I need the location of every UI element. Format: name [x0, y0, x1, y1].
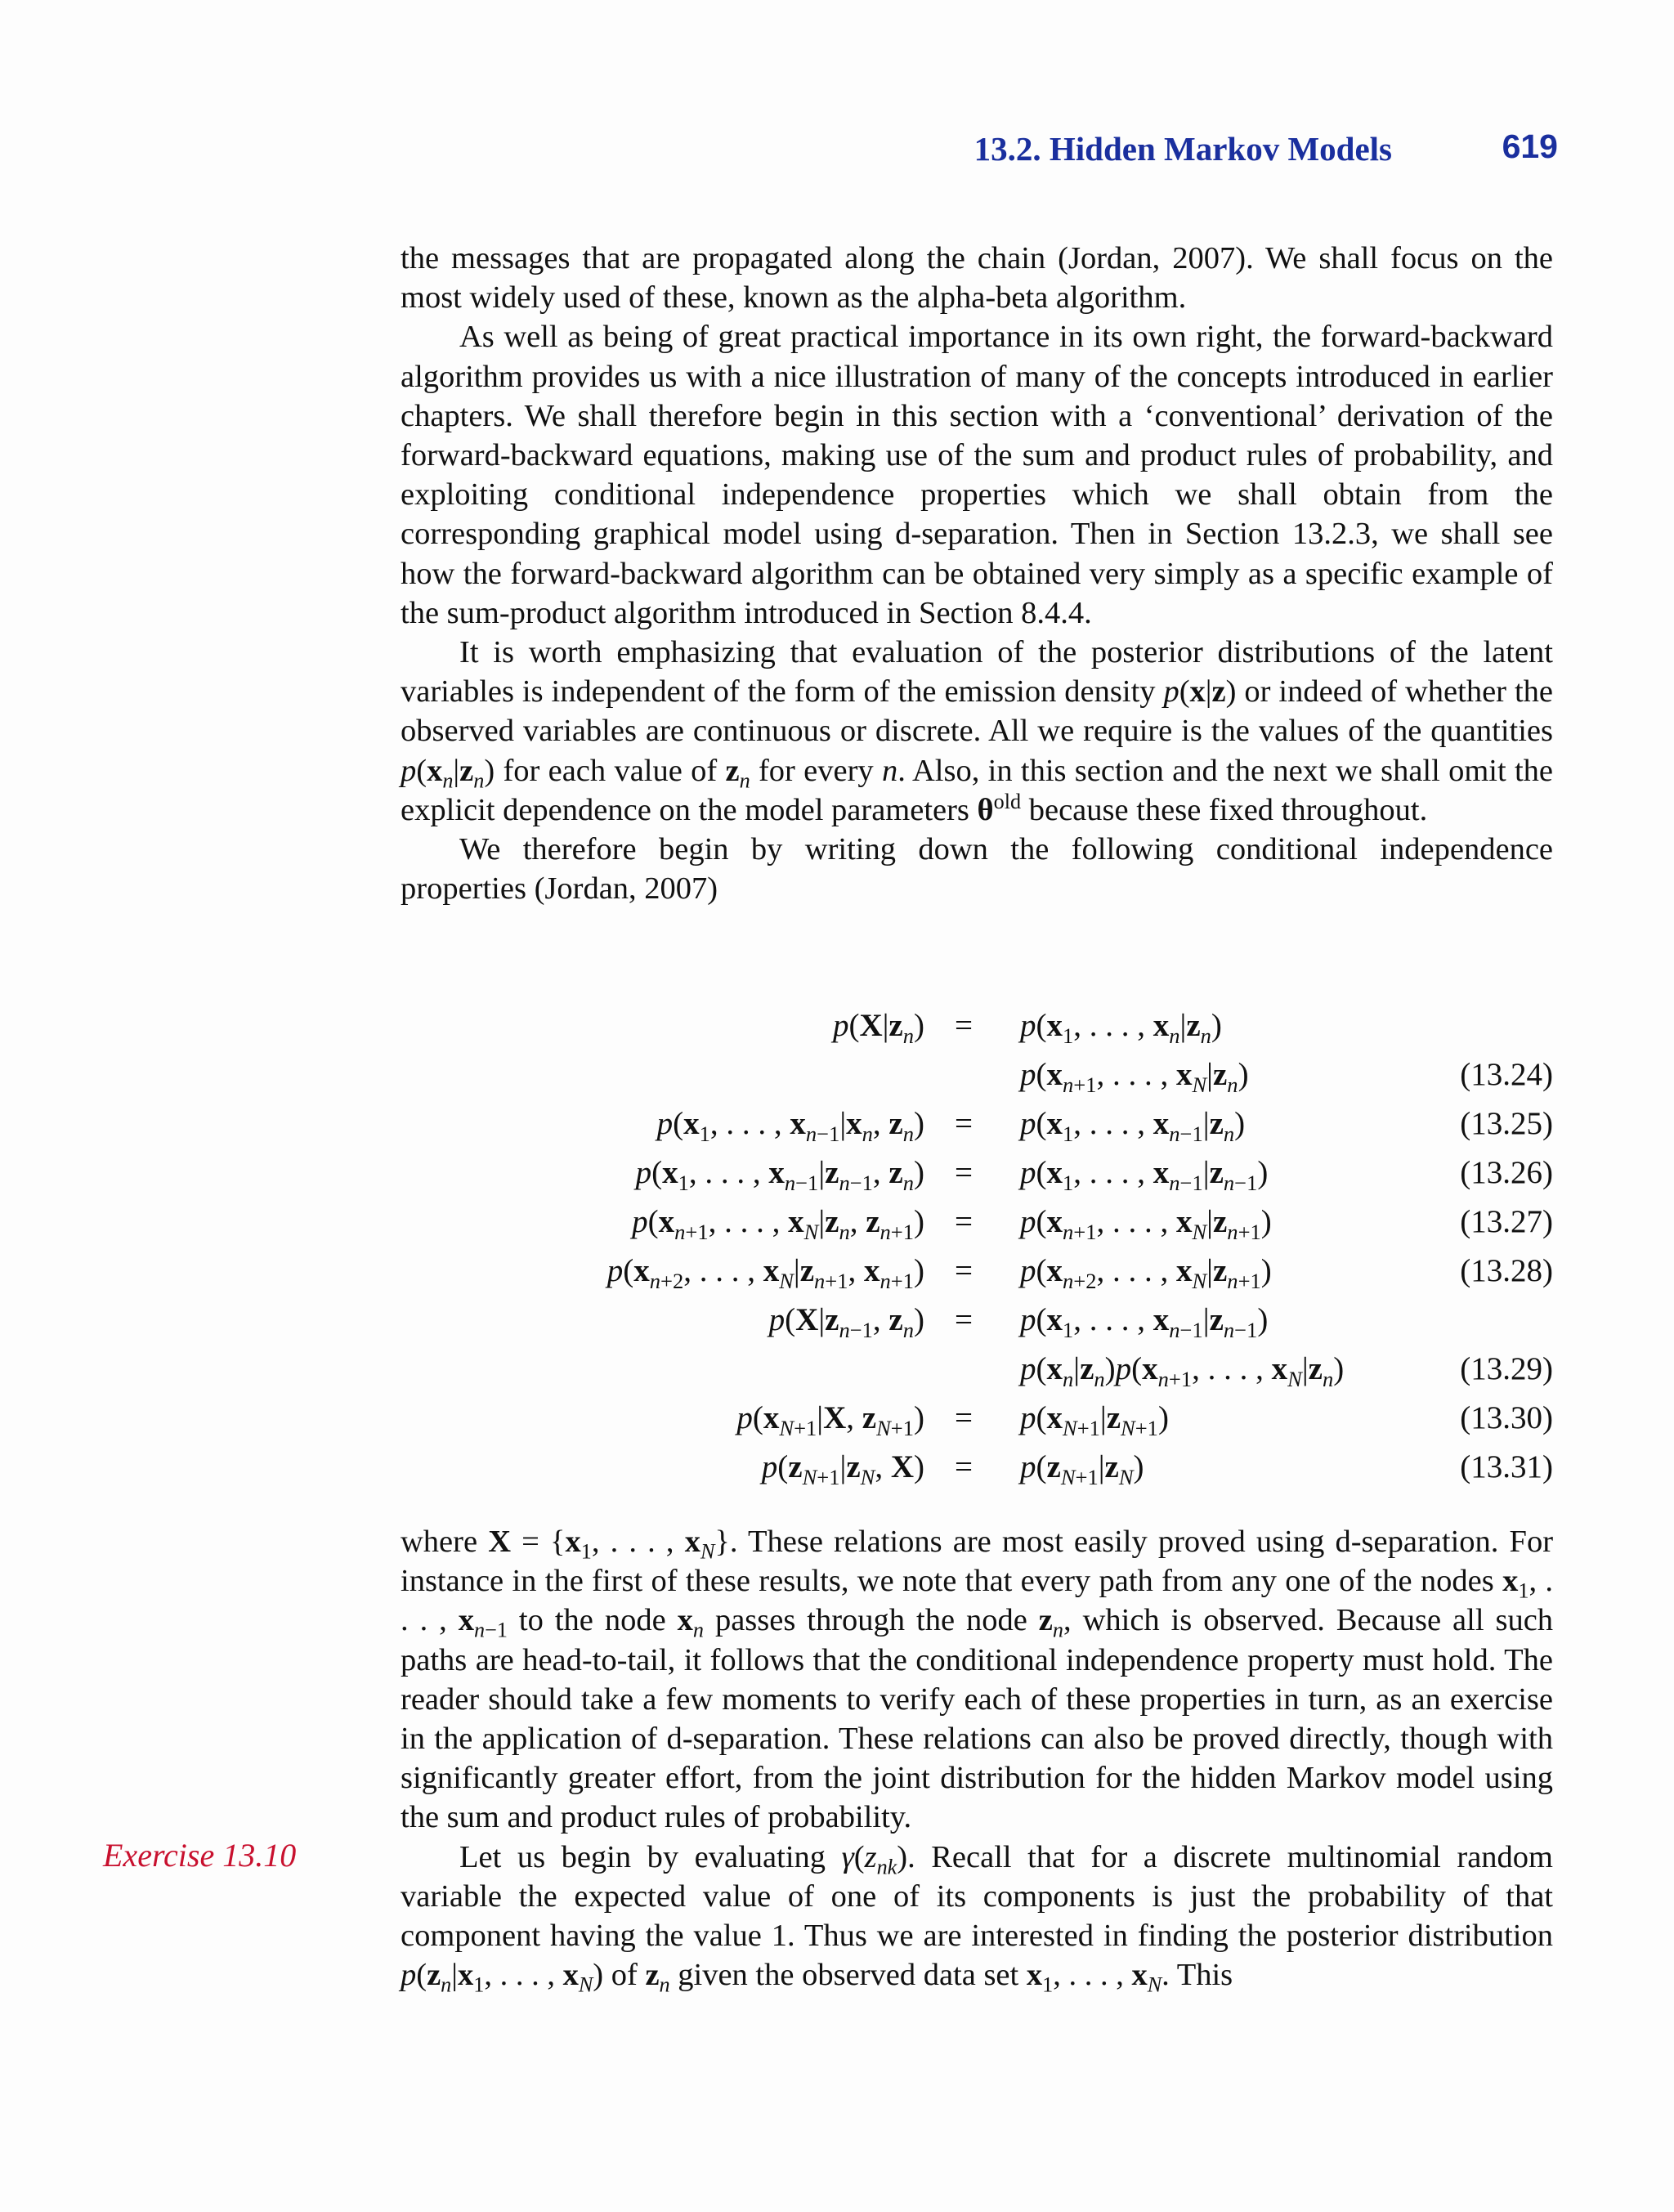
- paragraph-4: We therefore begin by writing down the following conditional independence properties (Jordan, 2007): [401, 832, 1553, 907]
- running-title: 13.2. Hidden Markov Models: [974, 130, 1392, 168]
- equation-row: $p(X|z_n)$ = $p(x_1$, . . . , $x_n|z_n$): [832, 1008, 1222, 1048]
- paragraph-5: where $X = \{x_1$, . . . , $x_N$}. These relations are most easily proved using d-separation. For instance in the first of these results, we note that every path from any one of the nodes $x_1$, . . . , $x_{n-1}$ to the node $x_n$ passes through the node $z_n$, which is observed. Because all such paths are head-to-tail, it follows that the conditional independence property must hold. The reader should take a few moments to verify each of these properties in turn, as an exercise in the application of d-separation. These relations can also be proved directly, though with significantly greater effort, from the joint distribution for the hidden Markov model using the sum and product rules of probability.: [401, 1525, 1554, 1835]
- equation-row: $p(x_1$, . . . , $x_{n-1}|x_n$, $z_n$) = $p(x_1$, . . . , $x_{n-1}|z_n$) (13.25): [656, 1106, 1553, 1146]
- running-header: [0, 129, 1674, 178]
- equation-row: $p(x_n|z_n)p(x_{n+1}$, . . . , $x_N|z_n$) (13.29): [1020, 1351, 1553, 1391]
- equation-number: (13.31): [1460, 1449, 1553, 1484]
- equation-row: $p(X|z_{n-1}$, $z_n$) = $p(x_1$, . . . , $x_{n-1}|z_{n-1}$): [768, 1302, 1269, 1342]
- equation-number: (13.29): [1460, 1351, 1553, 1386]
- equation-row: $p(x_1$, . . . , $x_{n-1}|z_{n-1}$, $z_n$) = $p(x_1$, . . . , $x_{n-1}|z_{n-1}$) (13.26): [635, 1155, 1553, 1195]
- equation-row: $p(x_{n+1}$, . . . , $x_N|z_n$, $z_{n+1}$) = $p(x_{n+1}$, . . . , $x_N|z_{n+1}$) (13.27): [632, 1204, 1553, 1244]
- body-text-upper: [401, 239, 1553, 908]
- equation-row: $p(z_{N+1}|z_N$, X) = $p(z_{N+1}|z_N)$ (13.31): [761, 1449, 1553, 1489]
- equation-number: (13.24): [1460, 1057, 1553, 1092]
- equation-number: (13.30): [1460, 1400, 1553, 1435]
- page-number: 619: [1502, 128, 1558, 165]
- equation-row: $p(x_{n+1}$, . . . , $x_N|z_n$) (13.24): [1020, 1057, 1553, 1097]
- exercise-margin-note[interactable]: Exercise 13.10: [103, 1837, 297, 1874]
- equation-number: (13.28): [1460, 1253, 1553, 1288]
- body-text-lower: [401, 1522, 1553, 1995]
- paragraph-3: It is worth emphasizing that evaluation of the posterior distributions of the latent variables is independent of the form of the emission density p(x|z) or indeed of whether the observed variables are continuous or discrete. All we require is the values of the quantities $p(x_n|z_n)$ for each value of $z_n$ for every n. Also, in this section and the next we shall omit the explicit dependence on the model parameters $\theta^{old}$ because these fixed throughout.: [401, 635, 1554, 827]
- paragraph-1: the messages that are propagated along the chain (Jordan, 2007). We shall focus on the most widely used of these, known as the alpha-beta algorithm.: [401, 241, 1553, 316]
- paragraph-2: As well as being of great practical importance in its own right, the forward-backward algorithm provides us with a nice illustration of many of the concepts introduced in earlier chapters. We shall therefore begin in this section with a ‘conventional’ derivation of the forward-backward equations, making use of the sum and product rules of probability, and exploiting conditional independence properties which we shall obtain from the corresponding graphical model using d-separation. Then in Section 13.2.3, we shall see how the forward-backward algorithm can be obtained very simply as a specific example of the sum-product algorithm introduced in Section 8.4.4.: [401, 320, 1553, 630]
- equation-row: $p(x_{N+1}|X$, $z_{N+1}$) = $p(x_{N+1}|z_{N+1})$ (13.30): [736, 1400, 1553, 1440]
- equation-number: (13.26): [1460, 1155, 1553, 1190]
- equation-number: (13.25): [1460, 1106, 1553, 1141]
- equation-row: $p(x_{n+2}$, . . . , $x_N|z_{n+1}$, $x_{n+1}$) = $p(x_{n+2}$, . . . , $x_N|z_{n+1}$) (13.28): [606, 1253, 1553, 1293]
- equation-number: (13.27): [1460, 1204, 1553, 1239]
- paragraph-6: Let us begin by evaluating $\gamma(z_{nk})$. Recall that for a discrete multinomial random variable the expected value of one of its components is just the probability of that component having the value 1. Thus we are interested in finding the posterior distribution $p(z_n|x_1$, . . . , $x_N$) of $z_n$ given the observed data set $x_1$, . . . , $x_N$. This: [401, 1839, 1553, 1997]
